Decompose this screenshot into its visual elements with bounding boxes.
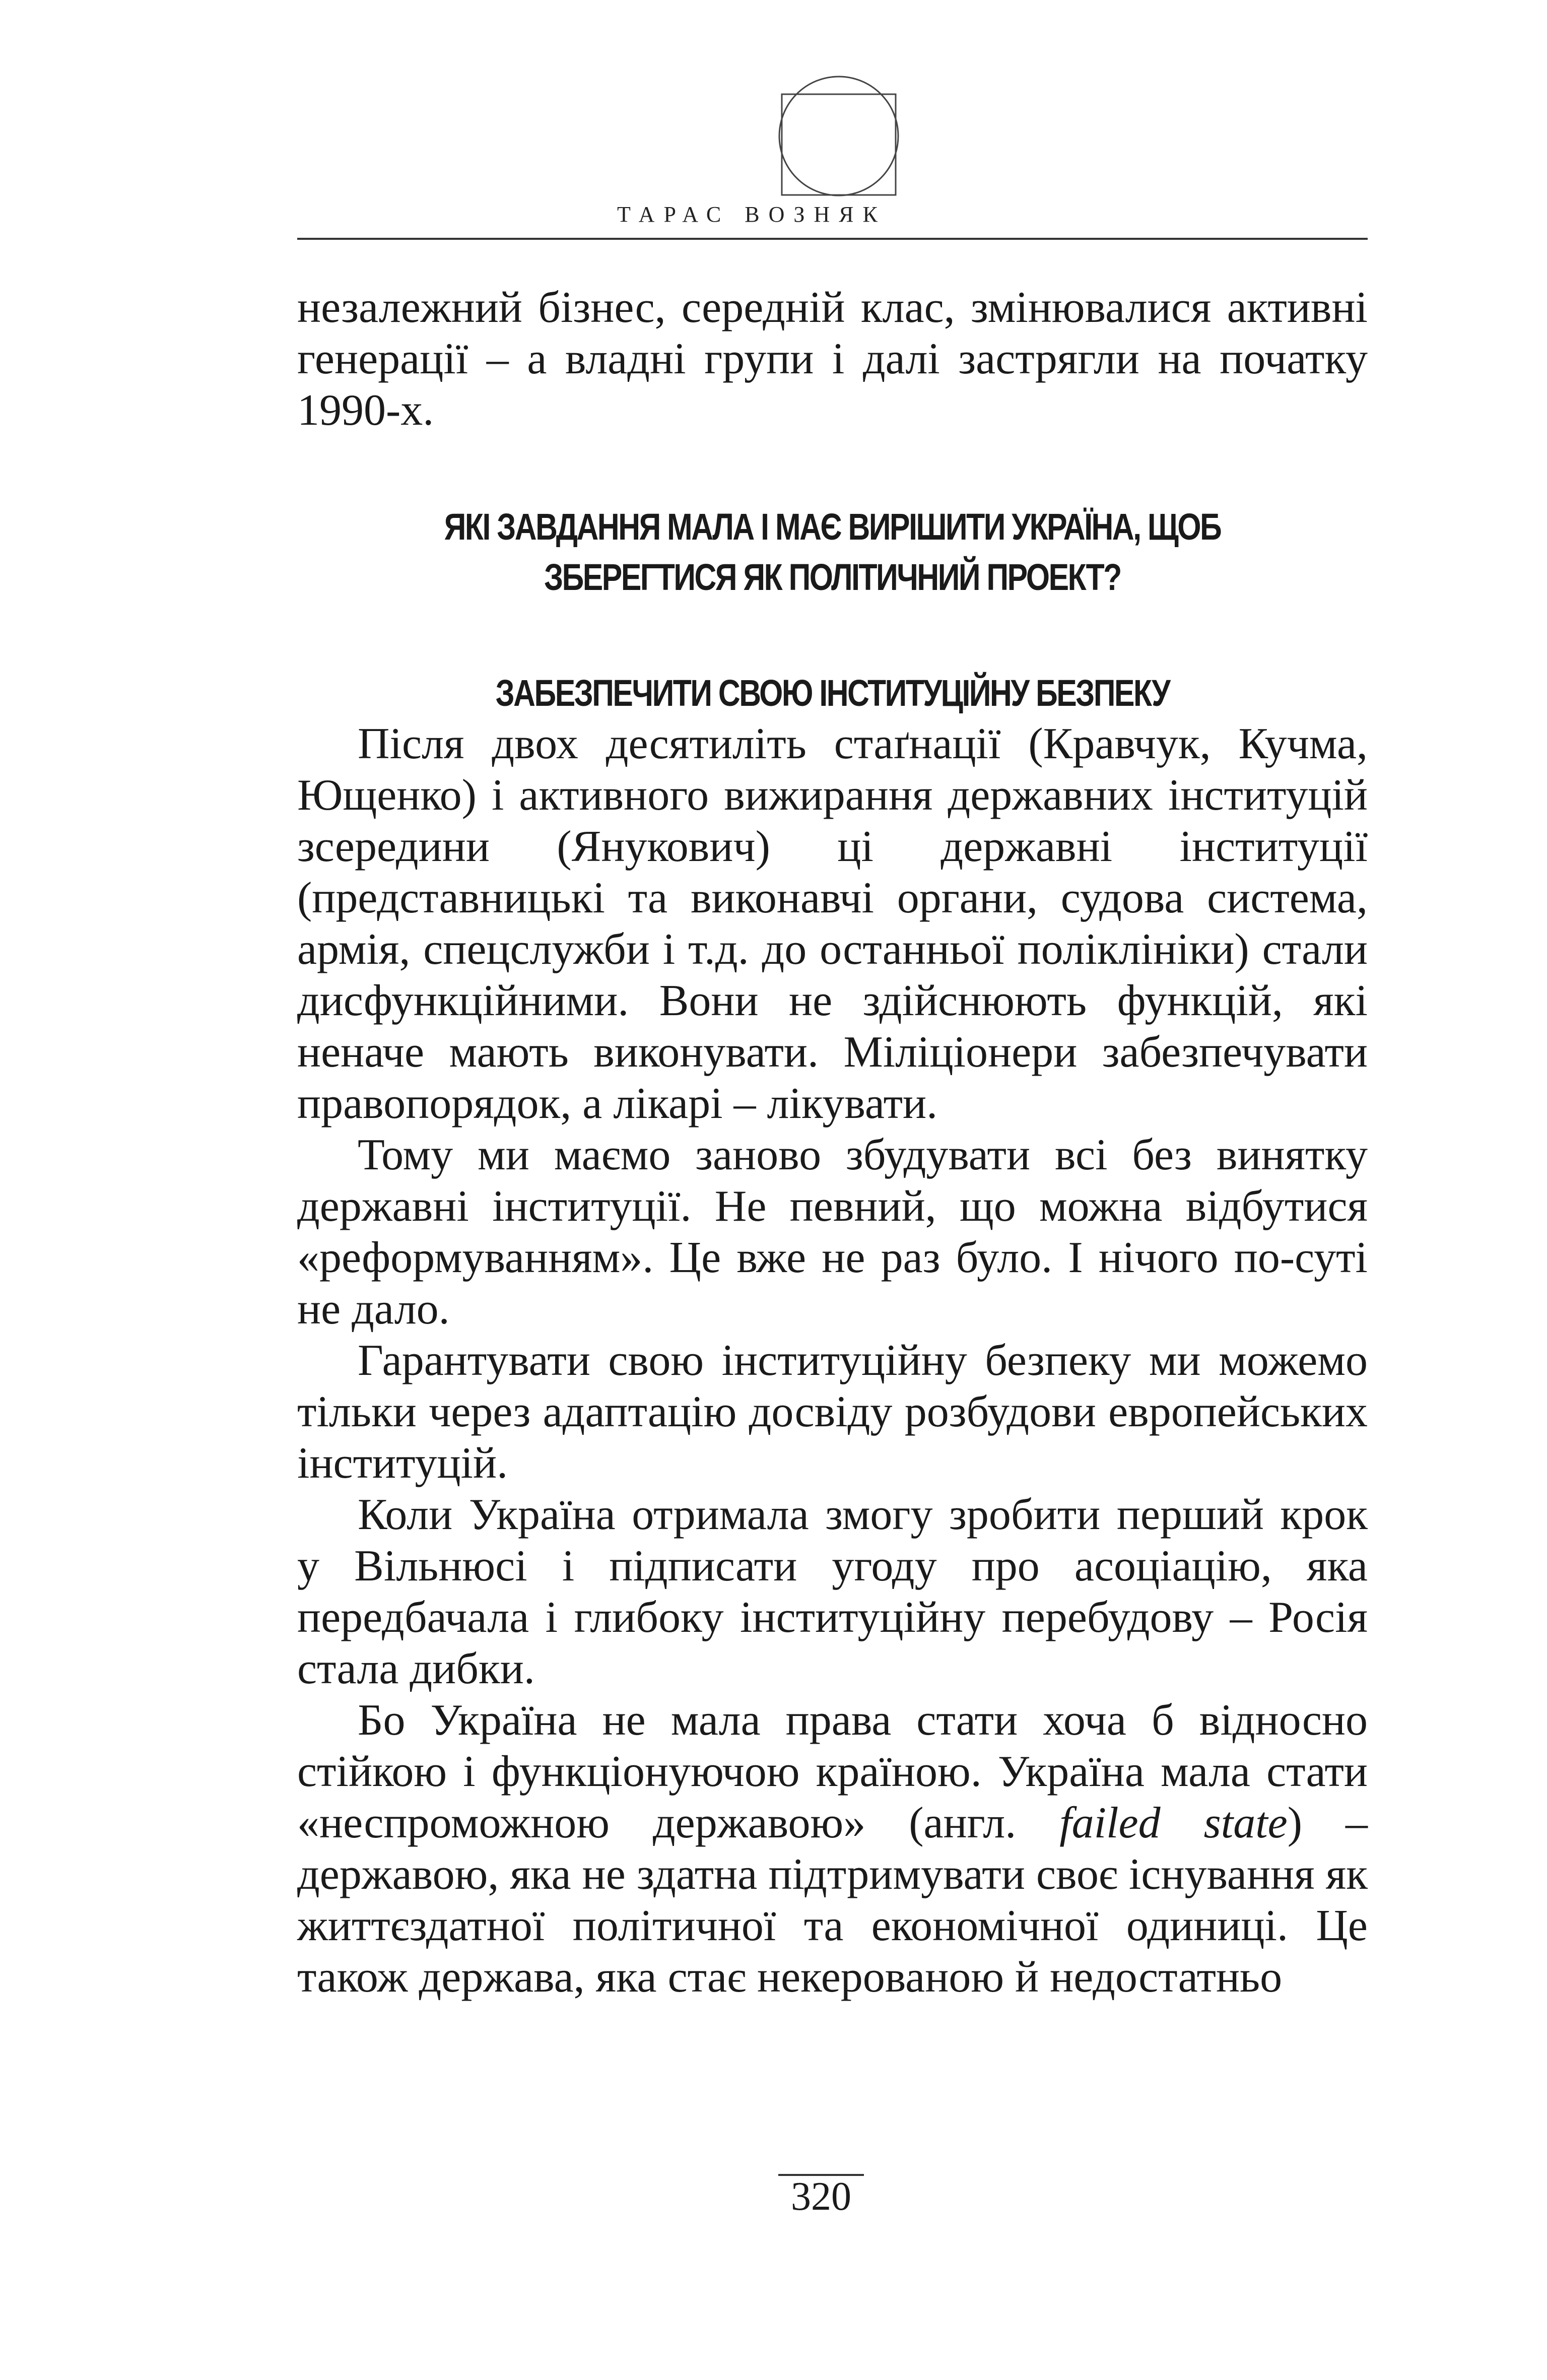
paragraph: Після двох десятиліть стаґнації (Кравчук, Кучма, Ющенко) і активного вижирання державних інституцій зсередини (Янукович) ці державні інституції (представницькі та виконавчі органи, судова система, армія, спецслужби і т.д. до останньої поліклініки) стали дисфункційними. Вони не здійснюють функцій, які неначе мають виконувати. Міліціонери забезпечувати правопорядок, а лікарі – лікувати.	[297, 719, 1368, 1128]
paragraph: Коли Україна отримала змогу зробити перший крок у Вільнюсі і підписати угоду про асоціацію, яка передбачала і глибоку інституційну перебудову – Росія стала дибки.	[297, 1490, 1368, 1693]
paragraph: Гарантувати свою інституційну безпеку ми можемо тільки через адаптацію досвіду розбудови европейських інституцій.	[297, 1336, 1368, 1488]
paragraph: Тому ми маємо заново збудувати всі без винятку державні інституції. Не певний, що можна відбутися «реформуванням». Це вже не раз було. І нічого по-суті не дало.	[297, 1131, 1368, 1334]
page-body	[297, 282, 1368, 2003]
paragraph-continuation: незалежний бізнес, середній клас, змінювалися активні генерації – а владні групи і далі застрягли на початку 1990-х.	[297, 283, 1368, 435]
section-subheading: ЗАБЕЗПЕЧИТИ СВОЮ ІНСТИТУЦІЙНУ БЕЗПЕКУ	[495, 672, 1170, 714]
logo-icon	[771, 73, 907, 199]
paragraph	[297, 1695, 1368, 2003]
italic-term: failed state	[1059, 1799, 1288, 1847]
header-divider	[297, 238, 1368, 240]
section-question-heading: ЯКІ ЗАВДАННЯ МАЛА І МАЄ ВИРІШИТИ УКРАЇНА, ЩОБ ЗБЕРЕГТИСЯ ЯК ПОЛІТИЧНИЙ ПРОЕКТ?	[444, 506, 1221, 598]
paragraph-text: ) – державою, яка не здатна підтримувати своє існування як життєздатної політичної та економічної одиниці. Це також держава, яка стає некерованою й недостатньо	[297, 1799, 1368, 2002]
paragraph-text: Бо Україна не мала права стати хоча б відносно стійкою і функціонуючою країною. Україна мала стати «неспроможною державою» (англ.	[297, 1696, 1368, 1847]
running-header-author: ТАРАС ВОЗНЯК	[617, 202, 887, 227]
page-number: 320	[791, 2174, 851, 2219]
